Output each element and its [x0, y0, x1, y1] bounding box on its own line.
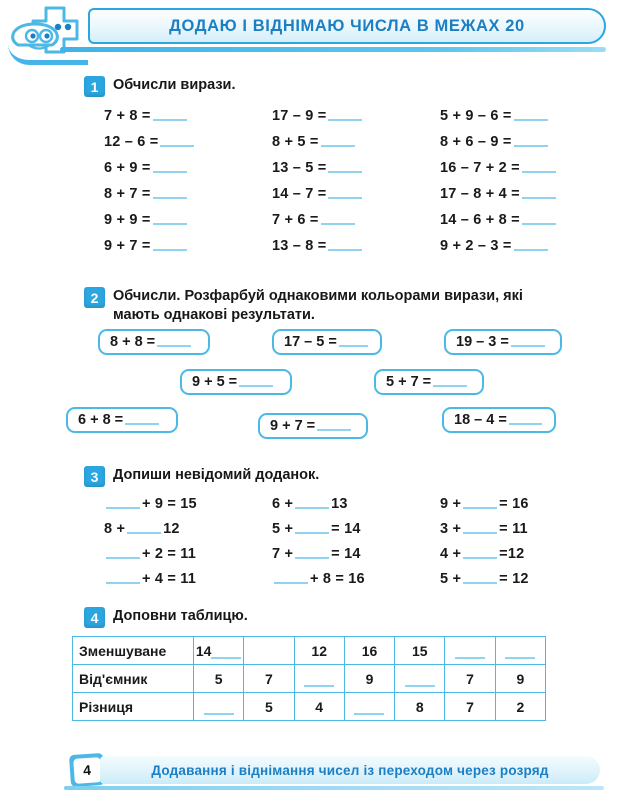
table-cell[interactable] — [344, 693, 394, 721]
expression-text: 17 – 9 = — [272, 108, 327, 124]
answer-blank[interactable] — [153, 249, 187, 251]
expression-text: 8 + 6 – 9 = — [440, 134, 512, 150]
expression-prefix: 8 + — [104, 520, 126, 537]
table-cell[interactable] — [445, 665, 495, 693]
missing-addend-row[interactable] — [272, 541, 440, 566]
cell-value: 5 — [265, 698, 273, 715]
answer-blank[interactable] — [433, 385, 467, 387]
answer-blank[interactable] — [106, 507, 140, 509]
exercise-1-number-badge: 1 — [84, 76, 105, 97]
cell-value: 7 — [466, 698, 474, 715]
table-cell[interactable] — [194, 693, 244, 721]
row-label-minuend: Зменшуване — [73, 637, 194, 665]
expression-pill[interactable] — [98, 329, 210, 355]
answer-blank[interactable] — [463, 507, 497, 509]
missing-addend-row[interactable] — [104, 566, 272, 591]
expression-row[interactable] — [272, 207, 440, 233]
answer-blank[interactable] — [405, 685, 435, 687]
missing-addend-row[interactable] — [272, 516, 440, 541]
table-cell[interactable] — [395, 665, 445, 693]
expression-row[interactable] — [104, 155, 272, 181]
answer-blank[interactable] — [204, 713, 234, 715]
expression-suffix: + 4 = 11 — [142, 570, 197, 587]
answer-blank[interactable] — [153, 223, 187, 225]
answer-blank[interactable] — [328, 171, 362, 173]
answer-blank[interactable] — [304, 685, 334, 687]
answer-blank[interactable] — [514, 119, 548, 121]
exercise-1-column-3 — [440, 103, 618, 259]
expression-text: 14 – 6 + 8 = — [440, 212, 520, 228]
cell-value: 7 — [466, 670, 474, 687]
header-underline-decoration — [60, 47, 606, 52]
answer-blank[interactable] — [354, 713, 384, 715]
missing-addend-row[interactable] — [272, 566, 440, 591]
expression-text: 9 + 7 = — [270, 418, 316, 435]
exercise-3-heading — [0, 466, 618, 487]
exercise-1-heading — [0, 76, 618, 97]
expression-text: 17 – 8 + 4 = — [440, 186, 520, 202]
expression-row[interactable] — [104, 129, 272, 155]
expression-text: 17 – 5 = — [284, 334, 337, 351]
expression-suffix: 13 — [331, 495, 348, 512]
table-cell[interactable] — [344, 665, 394, 693]
answer-blank[interactable] — [157, 345, 191, 347]
expression-text: 7 + 8 = — [104, 108, 151, 124]
exercise-3 — [0, 466, 618, 591]
exercise-2-number-badge: 2 — [84, 287, 105, 308]
expression-row[interactable] — [272, 233, 440, 259]
missing-addend-row[interactable] — [272, 491, 440, 516]
expression-text: 6 + 9 = — [104, 160, 151, 176]
exercise-1 — [0, 76, 618, 259]
expression-text: 9 + 9 = — [104, 212, 151, 228]
exercise-4-heading — [0, 607, 618, 628]
expression-text: 8 + 5 = — [272, 134, 319, 150]
expression-suffix: = 14 — [331, 545, 361, 562]
answer-blank[interactable] — [127, 532, 161, 534]
expression-row[interactable] — [440, 155, 618, 181]
page-footer — [0, 750, 618, 796]
expression-prefix: 9 + — [440, 495, 462, 512]
expression-text: 18 – 4 = — [454, 412, 507, 429]
table-row — [73, 693, 546, 721]
expression-pill[interactable] — [442, 407, 556, 433]
row-label-subtrahend: Від'ємник — [73, 665, 194, 693]
expression-prefix: 6 + — [272, 495, 294, 512]
answer-blank[interactable] — [522, 197, 556, 199]
expression-row[interactable] — [272, 129, 440, 155]
answer-blank[interactable] — [211, 657, 241, 659]
expression-row[interactable] — [104, 103, 272, 129]
expression-text: 19 – 3 = — [456, 334, 509, 351]
expression-suffix: = 14 — [331, 520, 361, 537]
exercise-1-column-1 — [104, 103, 272, 259]
expression-prefix: 7 + — [272, 545, 294, 562]
expression-row[interactable] — [440, 181, 618, 207]
answer-blank[interactable] — [160, 145, 194, 147]
expression-row[interactable] — [440, 103, 618, 129]
expression-text: 16 – 7 + 2 = — [440, 160, 520, 176]
expression-suffix: = 12 — [499, 570, 529, 587]
exercise-1-column-2 — [272, 103, 440, 259]
missing-addend-row[interactable] — [104, 491, 272, 516]
exercise-3-columns — [0, 491, 618, 591]
exercise-3-column-1 — [104, 491, 272, 591]
answer-blank[interactable] — [328, 119, 362, 121]
table-cell[interactable] — [194, 665, 244, 693]
answer-blank[interactable] — [463, 532, 497, 534]
exercise-4-table-wrapper — [0, 636, 618, 721]
table-cell[interactable] — [495, 693, 545, 721]
exercise-4 — [0, 607, 618, 721]
expression-text: 13 – 8 = — [272, 238, 327, 254]
exercise-4-number-badge: 4 — [84, 607, 105, 628]
table-cell[interactable] — [445, 637, 495, 665]
missing-addend-row[interactable] — [104, 516, 272, 541]
expression-text: 13 – 5 = — [272, 160, 327, 176]
answer-blank[interactable] — [328, 197, 362, 199]
cell-value: 9 — [365, 670, 374, 687]
answer-blank[interactable] — [106, 582, 140, 584]
expression-text: 8 + 8 = — [110, 334, 156, 351]
expression-text: 8 + 7 = — [104, 186, 151, 202]
answer-blank[interactable] — [514, 249, 548, 251]
table-cell[interactable] — [344, 637, 394, 665]
expression-suffix: + 9 = 15 — [142, 495, 197, 512]
subtraction-table — [72, 636, 546, 721]
cell-value: 16 — [361, 642, 378, 659]
cell-value: 9 — [516, 670, 525, 687]
answer-blank[interactable] — [295, 557, 329, 559]
answer-blank[interactable] — [125, 423, 159, 425]
expression-pill[interactable] — [66, 407, 178, 433]
answer-blank[interactable] — [295, 532, 329, 534]
answer-blank[interactable] — [505, 657, 535, 659]
exercise-2-title: Обчисли. Розфарбуй однаковими кольорами вирази, які мають однакові результати. — [113, 288, 523, 324]
table-row — [73, 665, 546, 693]
expression-pill[interactable] — [374, 369, 484, 395]
expression-suffix: + 2 = 11 — [142, 545, 197, 562]
missing-addend-row[interactable] — [440, 541, 618, 566]
cell-value: 4 — [315, 698, 324, 715]
expression-row[interactable] — [104, 207, 272, 233]
answer-blank[interactable] — [274, 582, 308, 584]
table-cell[interactable] — [495, 665, 545, 693]
answer-blank[interactable] — [153, 197, 187, 199]
exercise-4-title: Доповни таблицю. — [113, 608, 248, 624]
answer-blank[interactable] — [328, 249, 362, 251]
answer-blank[interactable] — [339, 345, 368, 347]
answer-blank[interactable] — [153, 119, 187, 121]
cell-value: 8 — [415, 698, 424, 715]
expression-row[interactable] — [104, 233, 272, 259]
expression-text: 9 + 5 = — [192, 374, 238, 391]
table-cell[interactable] — [495, 637, 545, 665]
header-banner — [88, 8, 606, 44]
answer-blank[interactable] — [317, 429, 351, 431]
cell-value: 5 — [214, 670, 223, 687]
expression-text: 9 + 7 = — [104, 238, 151, 254]
answer-blank[interactable] — [295, 507, 329, 509]
exercise-1-columns — [0, 103, 618, 259]
expression-prefix: 4 + — [440, 545, 462, 562]
answer-blank[interactable] — [509, 423, 542, 425]
cell-value: 12 — [311, 642, 327, 659]
table-cell[interactable] — [294, 637, 344, 665]
expression-pill[interactable] — [180, 369, 292, 395]
table-cell[interactable] — [244, 665, 294, 693]
exercise-3-column-2 — [272, 491, 440, 591]
expression-row[interactable] — [440, 233, 618, 259]
answer-blank[interactable] — [153, 171, 187, 173]
expression-text: 5 + 9 – 6 = — [440, 108, 512, 124]
page-number: 4 — [73, 757, 102, 784]
answer-blank[interactable] — [463, 582, 497, 584]
footer-banner — [100, 756, 600, 784]
expression-prefix: 3 + — [440, 520, 462, 537]
row-label-difference: Різниця — [73, 693, 194, 721]
expression-text: 6 + 8 = — [78, 412, 124, 429]
answer-blank[interactable] — [514, 145, 548, 147]
expression-row[interactable] — [272, 181, 440, 207]
cell-value: 7 — [265, 670, 273, 687]
footer-underline-decoration — [64, 786, 604, 790]
exercise-3-number-badge: 3 — [84, 466, 105, 487]
expression-text: 7 + 6 = — [272, 212, 319, 228]
expression-suffix: 12 — [163, 520, 180, 537]
expression-text: 12 – 6 = — [104, 134, 159, 150]
table-cell[interactable] — [445, 693, 495, 721]
exercise-1-title: Обчисли вирази. — [113, 77, 236, 93]
exercise-3-title: Допиши невідомий доданок. — [113, 467, 320, 483]
answer-blank[interactable] — [321, 223, 355, 225]
page-title: ДОДАЮ І ВІДНІМАЮ ЧИСЛА В МЕЖАХ 20 — [169, 16, 525, 35]
expression-row[interactable] — [272, 103, 440, 129]
expression-row[interactable] — [104, 181, 272, 207]
answer-blank[interactable] — [106, 557, 140, 559]
cell-value: 15 — [411, 642, 428, 659]
table-cell[interactable] — [194, 637, 244, 665]
expression-pill[interactable] — [444, 329, 562, 355]
table-cell[interactable] — [294, 693, 344, 721]
answer-blank[interactable] — [321, 145, 355, 147]
exercise-2-pill-area — [0, 329, 618, 439]
expression-suffix: = 16 — [499, 495, 529, 512]
cell-value: 14 — [195, 642, 212, 659]
page-header — [0, 0, 618, 62]
exercise-2 — [0, 287, 618, 439]
table-cell[interactable] — [294, 665, 344, 693]
table-cell[interactable] — [395, 693, 445, 721]
table-cell[interactable] — [395, 637, 445, 665]
expression-pill[interactable] — [258, 413, 368, 439]
expression-text: 5 + 7 = — [386, 374, 432, 391]
expression-row[interactable] — [440, 207, 618, 233]
cell-value: 2 — [516, 698, 525, 715]
answer-blank[interactable] — [522, 171, 556, 173]
expression-text: 9 + 2 – 3 = — [440, 238, 512, 254]
missing-addend-row[interactable] — [440, 491, 618, 516]
expression-row[interactable] — [440, 129, 618, 155]
table-row — [73, 637, 546, 665]
expression-suffix: =12 — [499, 545, 525, 562]
answer-blank[interactable] — [522, 223, 556, 225]
expression-prefix: 5 + — [440, 570, 462, 587]
missing-addend-row[interactable] — [440, 566, 618, 591]
missing-addend-row[interactable] — [440, 516, 618, 541]
missing-addend-row[interactable] — [104, 541, 272, 566]
exercise-3-column-3 — [440, 491, 618, 591]
table-cell[interactable] — [244, 637, 294, 665]
expression-pill[interactable] — [272, 329, 382, 355]
expression-suffix: = 11 — [499, 520, 528, 537]
footer-title: Додавання і віднімання чисел із переходом через розряд — [151, 762, 549, 778]
exercise-2-heading — [0, 287, 618, 325]
answer-blank[interactable] — [511, 345, 545, 347]
expression-row[interactable] — [272, 155, 440, 181]
answer-blank[interactable] — [455, 657, 485, 659]
table-cell[interactable] — [244, 693, 294, 721]
answer-blank[interactable] — [463, 557, 497, 559]
expression-prefix: 5 + — [272, 520, 294, 537]
expression-text: 14 – 7 = — [272, 186, 327, 202]
expression-suffix: + 8 = 16 — [310, 570, 365, 587]
answer-blank[interactable] — [239, 385, 273, 387]
